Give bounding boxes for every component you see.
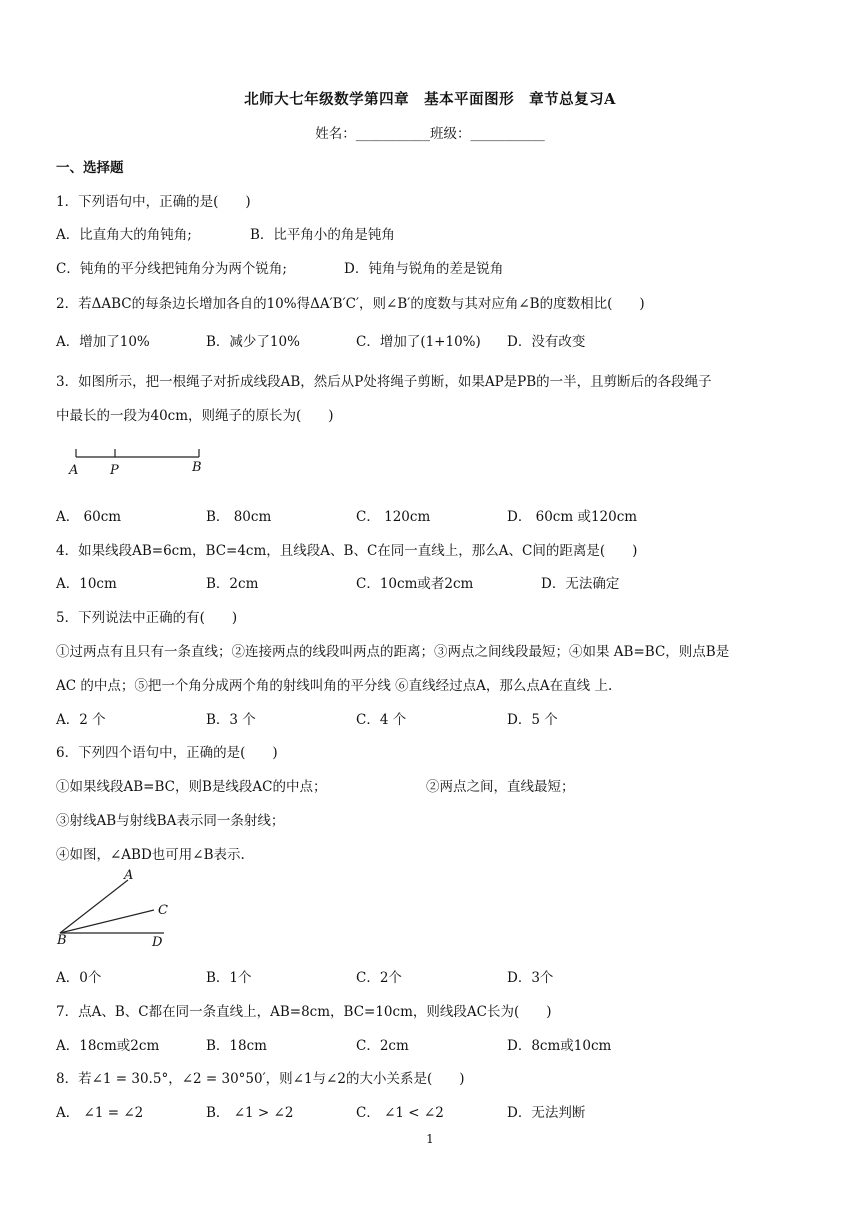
q7-option-b: B．18cm: [206, 1038, 267, 1054]
name-blank: ___________: [355, 126, 430, 142]
q1-stem: 1．下列语句中，正确的是( ): [56, 194, 251, 210]
q4-option-a: A．10cm: [56, 576, 117, 592]
q6-option-d: D．3个: [507, 970, 554, 986]
q4-option-b: B．2cm: [206, 576, 259, 592]
name-class-bar: [0, 122, 860, 142]
q1-option-c: C．钝角的平分线把钝角分为两个锐角;: [56, 261, 287, 277]
page-title: 北师大七年级数学第四章 基本平面图形 章节总复习A: [244, 91, 616, 108]
q5-option-a: A．2 个: [56, 712, 106, 728]
q5-stem: 5．下列说法中正确的有( ): [56, 610, 238, 626]
q6-option-c: C．2个: [356, 970, 402, 986]
section-heading: 一、选择题: [56, 160, 124, 176]
q8-option-a: A． ∠1 = ∠2: [56, 1105, 144, 1121]
q7-option-d: D．8cm或10cm: [507, 1038, 612, 1054]
q8-stem: 8．若∠1 = 30.5°，∠2 = 30°50′，则∠1与∠2的大小关系是( ): [56, 1071, 465, 1087]
q6-statement-3: ③射线AB与射线BA表示同一条射线；: [56, 813, 285, 829]
q3-stem-line2: 中最长的一段为40cm，则绳子的原长为( ): [56, 408, 334, 424]
q4-stem: 4．如果线段AB=6cm，BC=4cm，且线段A、B、C在同一直线上，那么A、C间的距离是( ): [56, 543, 638, 559]
q6-label-a: A: [124, 868, 134, 883]
q5-option-b: B．3 个: [206, 712, 256, 728]
q6-statement-4: ④如图，∠ABD也可用∠B表示.: [56, 847, 245, 863]
q6-label-b: B: [57, 933, 67, 948]
q6-label-d: D: [152, 935, 163, 950]
q6-statement-2: ②两点之间，直线最短；: [426, 779, 575, 795]
q6-statement-1: ①如果线段AB=BC，则B是线段AC的中点；: [56, 779, 327, 795]
q4-option-d: D．无法确定: [541, 576, 620, 592]
q5-option-c: C．4 个: [356, 712, 407, 728]
q2-option-a: A．增加了10%: [56, 334, 150, 350]
q2-option-d: D．没有改变: [507, 334, 586, 350]
q7-option-a: A．18cm或2cm: [56, 1038, 160, 1054]
q7-option-c: C．2cm: [356, 1038, 409, 1054]
q2-stem: 2．若ΔABC的每条边长增加各自的10%得ΔA′B′C′，则∠B′的度数与其对应角∠B的度数相比( ): [56, 296, 645, 312]
q6-option-b: B．1个: [206, 970, 252, 986]
class-blank: ___________: [470, 126, 545, 142]
q3-label-a: A: [69, 463, 79, 478]
q1-option-b: B．比平角小的角是钝角: [250, 227, 395, 243]
q2-option-b: B．减少了10%: [206, 334, 300, 350]
q8-option-c: C． ∠1 < ∠2: [356, 1105, 444, 1121]
name-label: 姓名：: [315, 126, 356, 142]
page-number: 1: [426, 1132, 434, 1146]
q6-option-a: A．0个: [56, 970, 102, 986]
q3-option-d: D． 60cm 或120cm: [507, 509, 638, 525]
q6-stem: 6．下列四个语句中，正确的是( ): [56, 745, 278, 761]
q7-stem: 7．点A、B、C都在同一条直线上，AB=8cm，BC=10cm，则线段AC长为( ): [56, 1004, 552, 1020]
q1-option-d: D．钝角与锐角的差是锐角: [344, 261, 504, 277]
q3-stem-line1: 3．如图所示，把一根绳子对折成线段AB，然后从P处将绳子剪断，如果AP是PB的一半，且剪断后的各段绳子: [56, 374, 712, 390]
q3-label-p: P: [110, 463, 119, 478]
q3-option-a: A． 60cm: [56, 509, 122, 525]
q3-option-c: C． 120cm: [356, 509, 431, 525]
q8-option-b: B． ∠1 > ∠2: [206, 1105, 294, 1121]
q8-option-d: D．无法判断: [507, 1105, 586, 1121]
q4-option-c: C．10cm或者2cm: [356, 576, 474, 592]
q3-label-b: B: [192, 460, 202, 475]
q6-label-c: C: [158, 903, 168, 918]
class-label: 班级：: [430, 126, 471, 142]
q1-option-a: A．比直角大的角钝角;: [56, 227, 192, 243]
q5-option-d: D．5 个: [507, 712, 558, 728]
q2-option-c: C．增加了(1+10%): [356, 334, 481, 350]
q5-statements-line2: AC 的中点；⑤把一个角分成两个角的射线叫角的平分线 ⑥直线经过点A，那么点A在直线 上.: [56, 678, 613, 694]
q5-statements-line1: ①过两点有且只有一条直线；②连接两点的线段叫两点的距离；③两点之间线段最短；④如果 AB=BC，则点B是: [56, 644, 730, 660]
q3-option-b: B． 80cm: [206, 509, 272, 525]
